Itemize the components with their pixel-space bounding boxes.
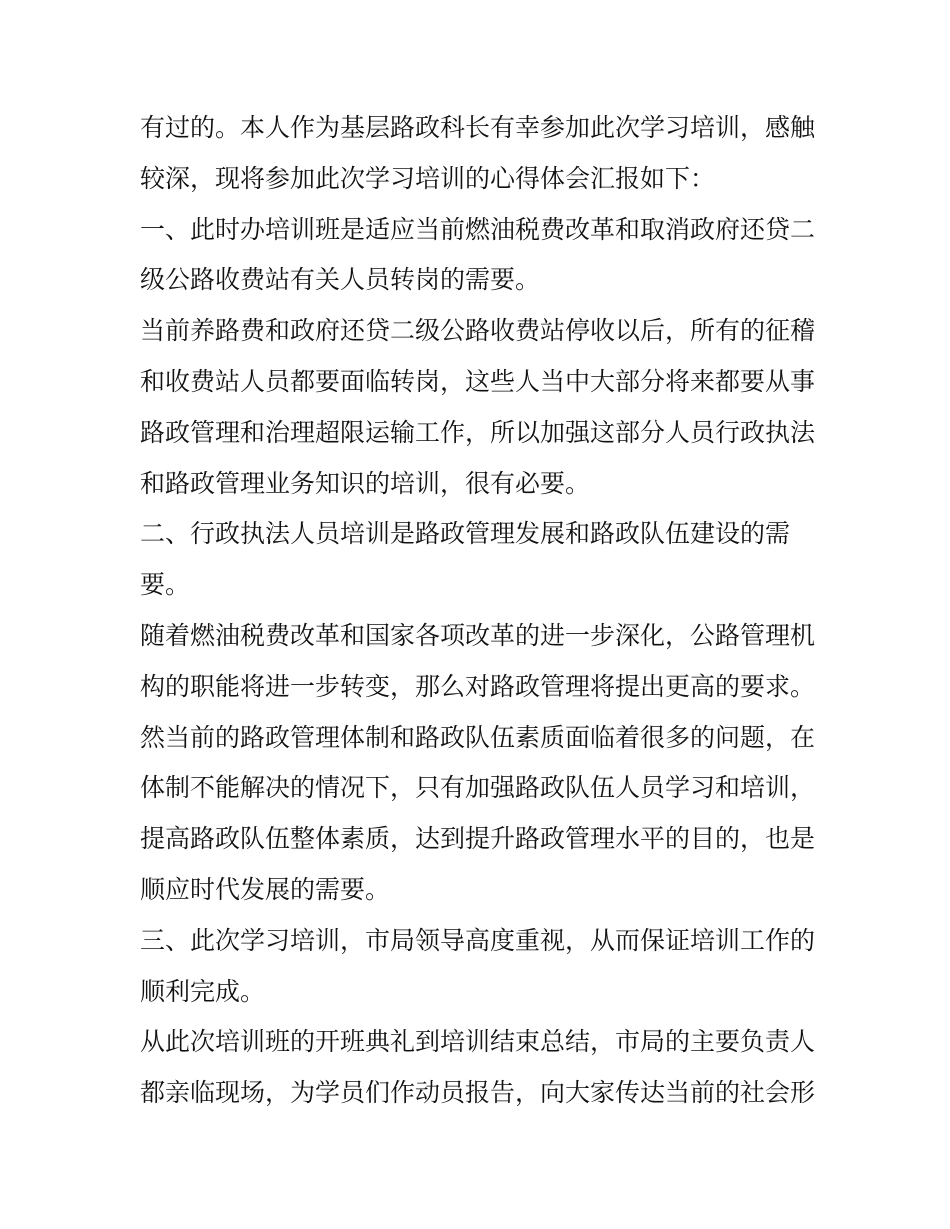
text-line: 和收费站人员都要面临转岗，这些人当中大部分将来都要从事 [140,366,816,396]
text-line: 和路政管理业务知识的培训，很有必要。 [140,468,591,498]
text-line: 体制不能解决的情况下，只有加强路政队伍人员学习和培训， [140,773,816,803]
text-line: 随着燃油税费改革和国家各项改革的进一步深化，公路管理机 [140,620,816,650]
section-heading-line: 级公路收费站有关人员转岗的需要。 [140,265,541,295]
section-heading-line: 要。 [140,570,191,600]
text-line: 有过的。本人作为基层路政科长有幸参加此次学习培训，感触 [140,113,816,142]
section-heading-line: 三、此次学习培训，市局领导高度重视，从而保证培训工作的 [140,925,816,955]
text-line: 都亲临现场，为学员们作动员报告，向大家传达当前的社会形 [140,1078,816,1108]
text-line: 提高路政队伍整体素质，达到提升路政管理水平的目的，也是 [140,824,816,854]
text-line: 顺应时代发展的需要。 [140,874,391,904]
text-line: 构的职能将进一步转变，那么对路政管理将提出更高的要求。 [140,671,816,701]
text-line: 然当前的路政管理体制和路政队伍素质面临着很多的问题，在 [140,722,816,752]
text-line: 路政管理和治理超限运输工作，所以加强这部分人员行政执法 [140,417,816,447]
text-line: 从此次培训班的开班典礼到培训结束总结，市局的主要负责人 [140,1027,816,1057]
section-heading-line: 一、此时办培训班是适应当前燃油税费改革和取消政府还贷二 [140,214,816,244]
document-body [140,103,820,1119]
text-line: 当前养路费和政府还贷二级公路收费站停收以后，所有的征稽 [140,316,816,346]
section-heading-line: 二、行政执法人员培训是路政管理发展和路政队伍建设的需 [140,519,791,549]
text-line: 较深，现将参加此次学习培训的心得体会汇报如下： [140,163,716,193]
section-heading-line: 顺利完成。 [140,976,266,1006]
